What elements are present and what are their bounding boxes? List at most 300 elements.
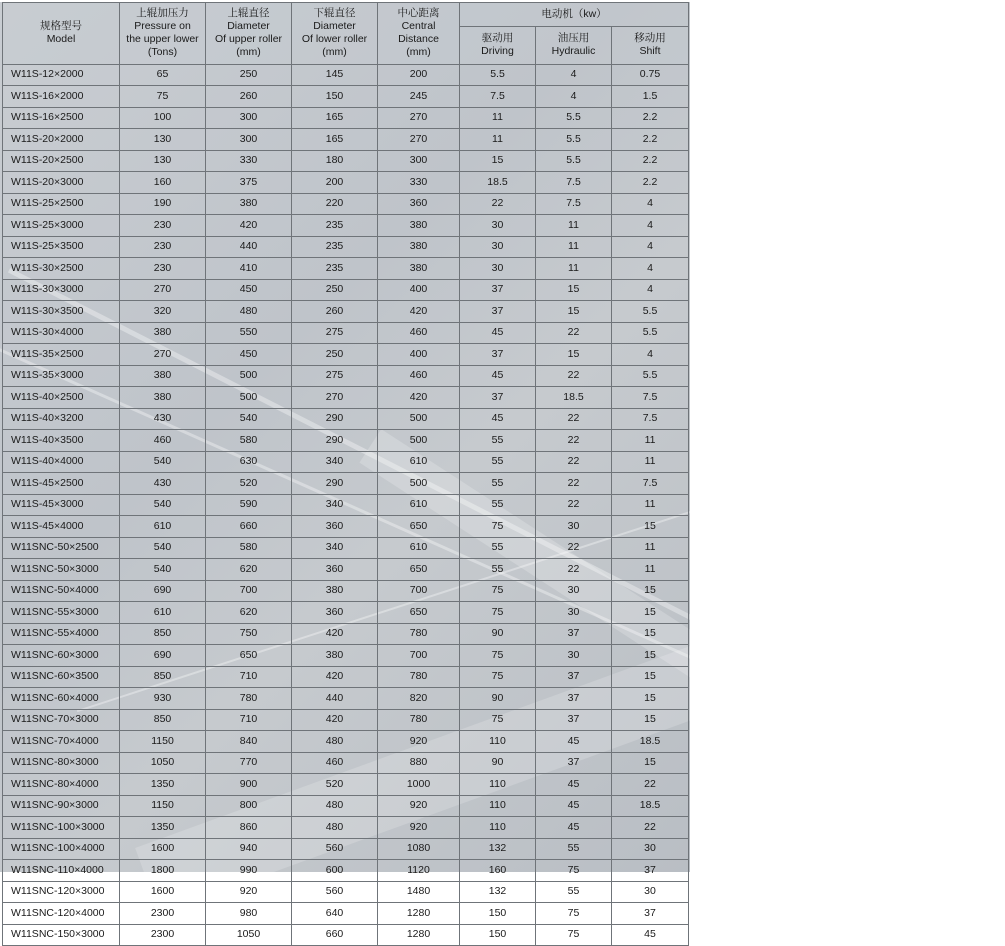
cell-value: 55 — [460, 537, 536, 559]
cell-value: 150 — [460, 924, 536, 946]
cell-value: 4 — [536, 64, 612, 86]
cell-value: 55 — [460, 430, 536, 452]
table-row — [3, 129, 689, 151]
cell-model: W11S-40×3200 — [3, 408, 120, 430]
cell-value: 1350 — [120, 774, 206, 796]
cell-value: 380 — [120, 322, 206, 344]
table-row — [3, 451, 689, 473]
cell-value: 235 — [292, 258, 378, 280]
header-central-distance: 中心距离 Central Distance (mm) — [378, 3, 460, 65]
cell-value: 4 — [612, 279, 689, 301]
table-row — [3, 537, 689, 559]
cell-value: 22 — [536, 451, 612, 473]
cell-value: 710 — [206, 709, 292, 731]
table-row — [3, 752, 689, 774]
cell-value: 480 — [206, 301, 292, 323]
cell-value: 480 — [292, 795, 378, 817]
cell-value: 5.5 — [460, 64, 536, 86]
cell-value: 650 — [378, 559, 460, 581]
table-row — [3, 903, 689, 925]
cell-value: 75 — [460, 602, 536, 624]
cell-value: 420 — [206, 215, 292, 237]
table-row — [3, 86, 689, 108]
cell-value: 132 — [460, 881, 536, 903]
cell-value: 200 — [378, 64, 460, 86]
cell-value: 245 — [378, 86, 460, 108]
cell-value: 5.5 — [536, 150, 612, 172]
cell-value: 22 — [536, 473, 612, 495]
cell-value: 75 — [460, 580, 536, 602]
cell-value: 37 — [536, 688, 612, 710]
cell-value: 30 — [460, 258, 536, 280]
cell-value: 690 — [120, 645, 206, 667]
table-row — [3, 344, 689, 366]
table-row — [3, 774, 689, 796]
cell-value: 75 — [536, 860, 612, 882]
cell-value: 22 — [536, 408, 612, 430]
table-row — [3, 709, 689, 731]
cell-value: 15 — [612, 752, 689, 774]
cell-value: 920 — [206, 881, 292, 903]
header-motor-hydraulic: 油压用 Hydraulic — [536, 26, 612, 64]
cell-value: 650 — [378, 516, 460, 538]
cell-value: 800 — [206, 795, 292, 817]
cell-model: W11SNC-120×3000 — [3, 881, 120, 903]
cell-value: 11 — [612, 537, 689, 559]
cell-value: 11 — [612, 559, 689, 581]
header-motor-driving: 驱动用 Driving — [460, 26, 536, 64]
cell-model: W11SNC-120×4000 — [3, 903, 120, 925]
cell-model: W11S-30×3000 — [3, 279, 120, 301]
header-motor: 电动机（kw） — [460, 3, 689, 27]
cell-value: 75 — [460, 516, 536, 538]
cell-value: 75 — [536, 924, 612, 946]
cell-model: W11S-20×3000 — [3, 172, 120, 194]
cell-value: 1480 — [378, 881, 460, 903]
cell-model: W11SNC-55×3000 — [3, 602, 120, 624]
header-model: 规格型号 Model — [3, 3, 120, 65]
cell-model: W11S-16×2000 — [3, 86, 120, 108]
cell-value: 260 — [206, 86, 292, 108]
cell-model: W11SNC-90×3000 — [3, 795, 120, 817]
cell-value: 37 — [536, 752, 612, 774]
cell-value: 7.5 — [536, 172, 612, 194]
cell-model: W11SNC-60×4000 — [3, 688, 120, 710]
cell-value: 1350 — [120, 817, 206, 839]
cell-value: 440 — [206, 236, 292, 258]
cell-value: 75 — [536, 903, 612, 925]
cell-value: 7.5 — [612, 473, 689, 495]
cell-value: 30 — [460, 236, 536, 258]
cell-value: 270 — [292, 387, 378, 409]
cell-value: 330 — [206, 150, 292, 172]
cell-value: 400 — [378, 344, 460, 366]
cell-value: 15 — [612, 516, 689, 538]
cell-value: 420 — [378, 387, 460, 409]
cell-value: 37 — [612, 860, 689, 882]
cell-model: W11S-40×2500 — [3, 387, 120, 409]
cell-value: 380 — [378, 215, 460, 237]
cell-value: 30 — [612, 881, 689, 903]
cell-value: 15 — [536, 344, 612, 366]
cell-value: 660 — [206, 516, 292, 538]
cell-value: 132 — [460, 838, 536, 860]
table-row — [3, 301, 689, 323]
cell-value: 5.5 — [536, 129, 612, 151]
cell-model: W11SNC-80×4000 — [3, 774, 120, 796]
cell-model: W11S-25×3000 — [3, 215, 120, 237]
cell-value: 22 — [536, 322, 612, 344]
cell-value: 65 — [120, 64, 206, 86]
cell-value: 380 — [292, 645, 378, 667]
cell-model: W11SNC-150×3000 — [3, 924, 120, 946]
cell-model: W11S-30×3500 — [3, 301, 120, 323]
cell-value: 4 — [536, 86, 612, 108]
cell-value: 110 — [460, 774, 536, 796]
cell-value: 660 — [292, 924, 378, 946]
cell-value: 420 — [292, 623, 378, 645]
table-row — [3, 322, 689, 344]
cell-model: W11SNC-70×3000 — [3, 709, 120, 731]
cell-value: 540 — [120, 494, 206, 516]
cell-value: 1800 — [120, 860, 206, 882]
cell-model: W11S-12×2000 — [3, 64, 120, 86]
cell-value: 22 — [612, 774, 689, 796]
cell-value: 930 — [120, 688, 206, 710]
cell-value: 780 — [378, 666, 460, 688]
cell-model: W11SNC-60×3500 — [3, 666, 120, 688]
cell-value: 610 — [378, 451, 460, 473]
cell-value: 460 — [120, 430, 206, 452]
cell-value: 780 — [206, 688, 292, 710]
cell-value: 480 — [292, 817, 378, 839]
cell-value: 340 — [292, 451, 378, 473]
table-row — [3, 860, 689, 882]
cell-value: 330 — [378, 172, 460, 194]
cell-value: 290 — [292, 430, 378, 452]
cell-value: 45 — [536, 731, 612, 753]
table-row — [3, 258, 689, 280]
cell-value: 37 — [536, 666, 612, 688]
cell-value: 90 — [460, 752, 536, 774]
cell-value: 710 — [206, 666, 292, 688]
cell-value: 130 — [120, 129, 206, 151]
specifications-table — [2, 2, 689, 946]
cell-value: 150 — [460, 903, 536, 925]
cell-value: 7.5 — [612, 387, 689, 409]
cell-value: 900 — [206, 774, 292, 796]
cell-value: 220 — [292, 193, 378, 215]
table-row — [3, 172, 689, 194]
cell-value: 150 — [292, 86, 378, 108]
cell-value: 450 — [206, 279, 292, 301]
cell-value: 15 — [612, 688, 689, 710]
cell-value: 460 — [292, 752, 378, 774]
cell-value: 11 — [460, 129, 536, 151]
cell-value: 550 — [206, 322, 292, 344]
cell-value: 230 — [120, 215, 206, 237]
cell-value: 920 — [378, 795, 460, 817]
cell-value: 560 — [292, 838, 378, 860]
cell-value: 380 — [378, 236, 460, 258]
cell-value: 700 — [206, 580, 292, 602]
table-row — [3, 430, 689, 452]
table-row — [3, 817, 689, 839]
cell-value: 270 — [120, 344, 206, 366]
cell-value: 11 — [536, 236, 612, 258]
cell-value: 850 — [120, 666, 206, 688]
cell-value: 1000 — [378, 774, 460, 796]
cell-model: W11S-30×2500 — [3, 258, 120, 280]
cell-value: 860 — [206, 817, 292, 839]
cell-value: 45 — [536, 817, 612, 839]
cell-value: 290 — [292, 408, 378, 430]
cell-value: 37 — [460, 301, 536, 323]
cell-model: W11SNC-110×4000 — [3, 860, 120, 882]
cell-value: 340 — [292, 537, 378, 559]
cell-value: 22 — [536, 559, 612, 581]
cell-value: 30 — [460, 215, 536, 237]
cell-value: 1120 — [378, 860, 460, 882]
table-row — [3, 645, 689, 667]
table-row — [3, 150, 689, 172]
cell-value: 22 — [536, 430, 612, 452]
cell-value: 180 — [292, 150, 378, 172]
cell-value: 340 — [292, 494, 378, 516]
cell-value: 500 — [206, 387, 292, 409]
table-row — [3, 688, 689, 710]
cell-value: 145 — [292, 64, 378, 86]
cell-value: 7.5 — [460, 86, 536, 108]
cell-value: 45 — [460, 322, 536, 344]
table-header — [3, 3, 689, 65]
cell-value: 22 — [460, 193, 536, 215]
cell-value: 30 — [536, 602, 612, 624]
cell-value: 520 — [292, 774, 378, 796]
cell-value: 920 — [378, 731, 460, 753]
cell-value: 560 — [292, 881, 378, 903]
cell-value: 460 — [378, 322, 460, 344]
cell-value: 2.2 — [612, 129, 689, 151]
cell-value: 190 — [120, 193, 206, 215]
cell-value: 18.5 — [536, 387, 612, 409]
cell-value: 4 — [612, 258, 689, 280]
cell-value: 1280 — [378, 903, 460, 925]
cell-value: 45 — [536, 795, 612, 817]
cell-value: 1600 — [120, 881, 206, 903]
cell-value: 45 — [460, 408, 536, 430]
cell-value: 11 — [536, 215, 612, 237]
cell-value: 45 — [536, 774, 612, 796]
cell-value: 45 — [460, 365, 536, 387]
cell-value: 11 — [612, 451, 689, 473]
cell-value: 540 — [120, 451, 206, 473]
cell-model: W11SNC-50×3000 — [3, 559, 120, 581]
cell-value: 500 — [378, 430, 460, 452]
cell-value: 610 — [378, 537, 460, 559]
cell-value: 275 — [292, 322, 378, 344]
table-row — [3, 387, 689, 409]
cell-value: 380 — [206, 193, 292, 215]
cell-value: 500 — [206, 365, 292, 387]
cell-value: 235 — [292, 236, 378, 258]
cell-value: 165 — [292, 107, 378, 129]
cell-value: 110 — [460, 795, 536, 817]
header-motor-shift: 移动用 Shift — [612, 26, 689, 64]
cell-value: 90 — [460, 623, 536, 645]
cell-value: 850 — [120, 623, 206, 645]
cell-model: W11S-25×2500 — [3, 193, 120, 215]
cell-value: 235 — [292, 215, 378, 237]
table-row — [3, 236, 689, 258]
cell-model: W11S-35×3000 — [3, 365, 120, 387]
cell-value: 540 — [206, 408, 292, 430]
table-row — [3, 193, 689, 215]
cell-value: 18.5 — [612, 795, 689, 817]
table-row — [3, 580, 689, 602]
cell-value: 1050 — [120, 752, 206, 774]
cell-value: 590 — [206, 494, 292, 516]
cell-model: W11S-45×3000 — [3, 494, 120, 516]
cell-value: 610 — [120, 516, 206, 538]
table-row — [3, 279, 689, 301]
table-row — [3, 365, 689, 387]
cell-value: 37 — [460, 344, 536, 366]
cell-value: 11 — [460, 107, 536, 129]
cell-value: 200 — [292, 172, 378, 194]
cell-value: 1280 — [378, 924, 460, 946]
table-row — [3, 795, 689, 817]
cell-value: 420 — [378, 301, 460, 323]
cell-value: 620 — [206, 602, 292, 624]
table-row — [3, 623, 689, 645]
cell-value: 11 — [536, 258, 612, 280]
cell-value: 380 — [292, 580, 378, 602]
cell-value: 4 — [612, 236, 689, 258]
cell-model: W11S-30×4000 — [3, 322, 120, 344]
table-row — [3, 559, 689, 581]
cell-value: 610 — [120, 602, 206, 624]
table-row — [3, 666, 689, 688]
table-row — [3, 731, 689, 753]
cell-value: 840 — [206, 731, 292, 753]
cell-value: 1150 — [120, 731, 206, 753]
cell-value: 130 — [120, 150, 206, 172]
header-row-top — [3, 3, 689, 27]
cell-value: 18.5 — [612, 731, 689, 753]
cell-model: W11S-25×3500 — [3, 236, 120, 258]
cell-value: 1150 — [120, 795, 206, 817]
cell-model: W11S-35×2500 — [3, 344, 120, 366]
cell-value: 360 — [378, 193, 460, 215]
cell-value: 300 — [378, 150, 460, 172]
cell-model: W11SNC-60×3000 — [3, 645, 120, 667]
cell-value: 110 — [460, 817, 536, 839]
cell-value: 250 — [292, 344, 378, 366]
cell-value: 500 — [378, 473, 460, 495]
cell-value: 1.5 — [612, 86, 689, 108]
cell-value: 37 — [460, 279, 536, 301]
cell-value: 420 — [292, 709, 378, 731]
cell-value: 820 — [378, 688, 460, 710]
cell-model: W11SNC-50×4000 — [3, 580, 120, 602]
table-row — [3, 473, 689, 495]
cell-value: 22 — [536, 365, 612, 387]
cell-value: 270 — [378, 129, 460, 151]
cell-value: 480 — [292, 731, 378, 753]
cell-value: 160 — [460, 860, 536, 882]
cell-value: 520 — [206, 473, 292, 495]
cell-value: 5.5 — [536, 107, 612, 129]
cell-value: 90 — [460, 688, 536, 710]
cell-value: 580 — [206, 537, 292, 559]
cell-value: 55 — [536, 881, 612, 903]
table-row — [3, 64, 689, 86]
cell-value: 75 — [460, 666, 536, 688]
cell-value: 37 — [536, 623, 612, 645]
cell-value: 0.75 — [612, 64, 689, 86]
table-body — [3, 64, 689, 946]
cell-value: 22 — [536, 537, 612, 559]
cell-value: 5.5 — [612, 322, 689, 344]
cell-value: 270 — [120, 279, 206, 301]
cell-value: 37 — [536, 709, 612, 731]
cell-model: W11SNC-55×4000 — [3, 623, 120, 645]
cell-value: 18.5 — [460, 172, 536, 194]
cell-value: 360 — [292, 602, 378, 624]
cell-model: W11SNC-70×4000 — [3, 731, 120, 753]
cell-value: 430 — [120, 408, 206, 430]
cell-value: 610 — [378, 494, 460, 516]
cell-value: 920 — [378, 817, 460, 839]
cell-value: 880 — [378, 752, 460, 774]
cell-value: 620 — [206, 559, 292, 581]
cell-model: W11S-45×4000 — [3, 516, 120, 538]
cell-value: 55 — [460, 451, 536, 473]
cell-value: 1600 — [120, 838, 206, 860]
cell-model: W11S-40×4000 — [3, 451, 120, 473]
cell-value: 540 — [120, 559, 206, 581]
table-row — [3, 494, 689, 516]
cell-value: 700 — [378, 645, 460, 667]
cell-value: 15 — [536, 301, 612, 323]
cell-value: 2300 — [120, 903, 206, 925]
cell-value: 460 — [378, 365, 460, 387]
cell-model: W11S-20×2500 — [3, 150, 120, 172]
cell-value: 30 — [536, 580, 612, 602]
table-row — [3, 215, 689, 237]
cell-value: 540 — [120, 537, 206, 559]
cell-value: 30 — [536, 516, 612, 538]
cell-value: 940 — [206, 838, 292, 860]
cell-value: 1080 — [378, 838, 460, 860]
cell-value: 7.5 — [612, 408, 689, 430]
table-row — [3, 107, 689, 129]
cell-value: 15 — [612, 623, 689, 645]
cell-model: W11SNC-100×3000 — [3, 817, 120, 839]
cell-value: 380 — [120, 365, 206, 387]
cell-value: 690 — [120, 580, 206, 602]
cell-model: W11SNC-50×2500 — [3, 537, 120, 559]
cell-value: 320 — [120, 301, 206, 323]
cell-value: 230 — [120, 236, 206, 258]
table-row — [3, 516, 689, 538]
cell-value: 75 — [460, 709, 536, 731]
cell-value: 250 — [292, 279, 378, 301]
cell-value: 380 — [120, 387, 206, 409]
cell-value: 2.2 — [612, 172, 689, 194]
cell-value: 30 — [612, 838, 689, 860]
